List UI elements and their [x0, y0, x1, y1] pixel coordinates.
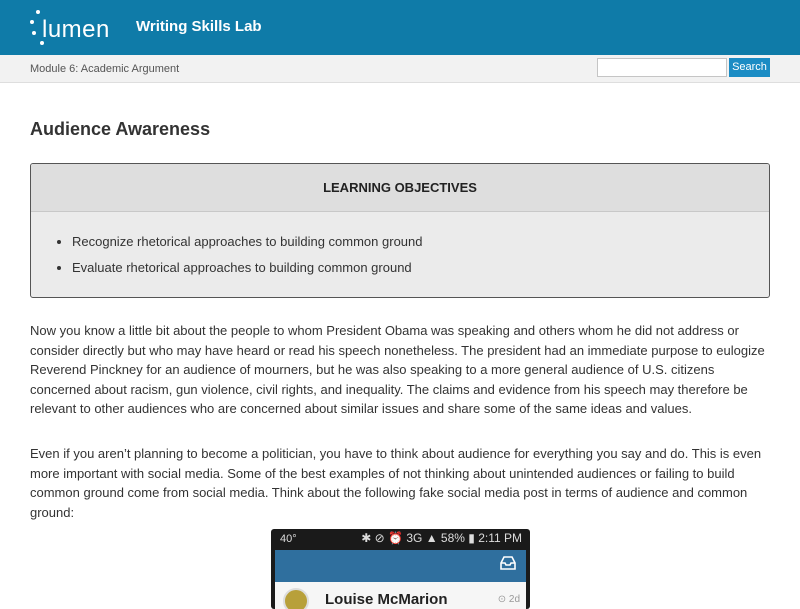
social-media-screenshot — [271, 529, 530, 609]
top-bar — [0, 0, 800, 55]
status-temperature: 40° — [280, 533, 297, 545]
learning-objectives-heading: LEARNING OBJECTIVES — [31, 164, 769, 212]
learning-objectives-box — [30, 163, 770, 298]
search-input[interactable] — [597, 58, 727, 77]
course-title[interactable]: Writing Skills Lab — [136, 18, 262, 35]
avatar — [283, 588, 309, 609]
breadcrumb[interactable]: Module 6: Academic Argument — [30, 63, 180, 75]
objective-item: • Recognize rhetorical approaches to building common ground — [72, 229, 769, 255]
post-card — [275, 582, 526, 609]
body-paragraph: Now you know a little bit about the people to whom President Obama was speaking and others whom he did not address or consider directly but who may have heard or read his speech nonetheless. The president had an immediate purpose to eulogize Reverend Pinckney for an audience of mourners, but he was also speaking to a more general audience of U.S. citizens concerned about racism, gun violence, civil rights, and inequality. The claims and evidence from his speech may therefore be relevant to other audiences who are concerned about similar issues and share some of the same ideas and values. — [30, 323, 765, 417]
page-title: Audience Awareness — [30, 119, 211, 139]
search-button[interactable]: Search — [729, 58, 770, 77]
learning-objectives-list — [31, 212, 769, 281]
lumen-logo[interactable] — [30, 10, 110, 46]
status-indicators: ✱ ⊘ ⏰ 3G ▲ 58% ▮ 2:11 PM — [361, 531, 522, 545]
objective-item: • Evaluate rhetorical approaches to building common ground — [72, 255, 769, 281]
phone-status-bar — [275, 529, 526, 550]
body-paragraph: Even if you aren’t planning to become a politician, you have to think about audience for everything you say and do. This is even more important with social media. Some of the best examples of not thinking about unintended audiences or failing to build common ground come from social media. Think about the following fake social media post in terms of audience and common ground: — [30, 446, 762, 520]
sub-header-bar — [0, 55, 800, 83]
inbox-icon — [500, 556, 516, 570]
app-bar — [275, 550, 526, 582]
post-timestamp: ⊙ 2d — [497, 594, 520, 605]
logo-text: lumen — [42, 16, 110, 43]
poster-name: Louise McMarion — [325, 591, 448, 608]
